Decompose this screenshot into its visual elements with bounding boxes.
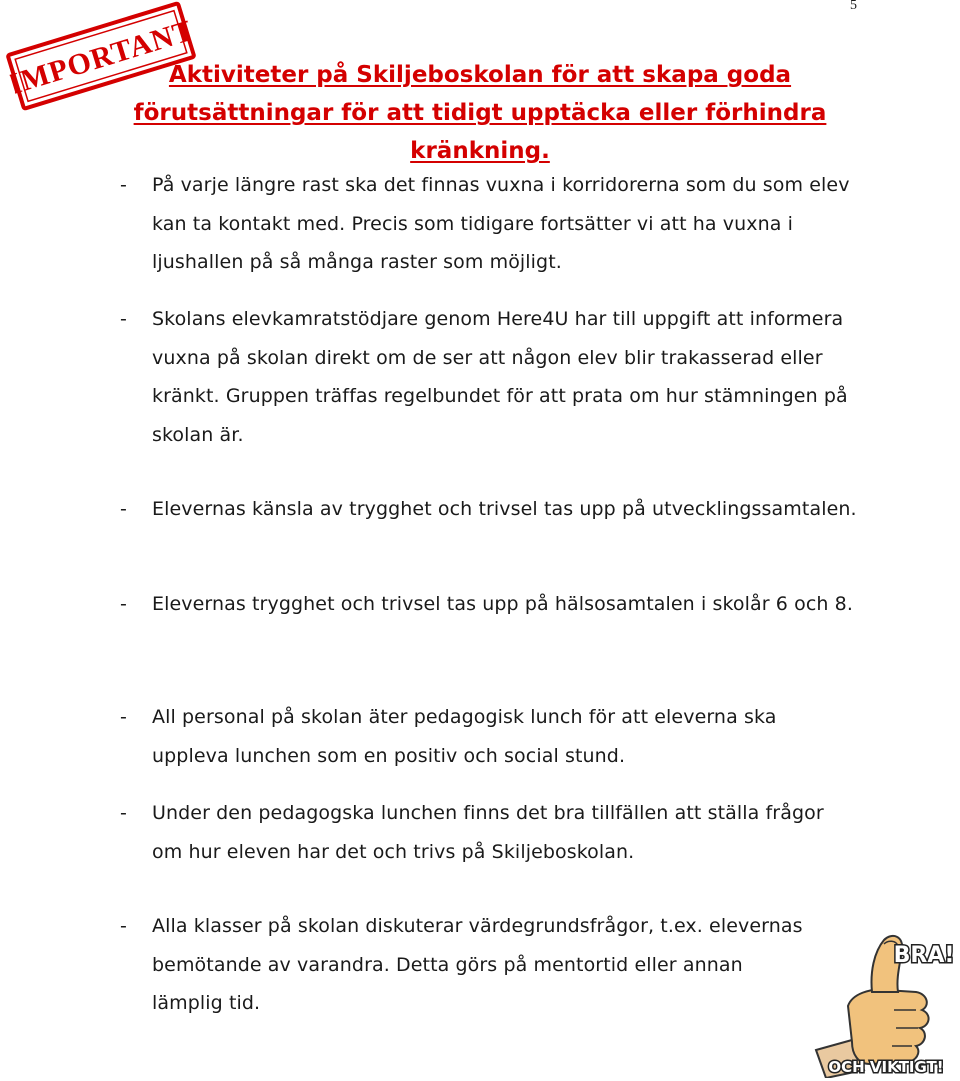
list-item-text: Elevernas känsla av trygghet och trivsel tas upp på utvecklingssamtalen.	[152, 498, 857, 520]
important-stamp-text: IMPORTANT	[4, 13, 199, 102]
thumbs-up-graphic	[812, 922, 958, 1078]
title-line-1: Aktiviteter på Skiljeboskolan för att skapa goda	[168, 62, 792, 88]
list-item-bullet: -	[120, 802, 127, 824]
list-item-text: På varje längre rast ska det finnas vuxna i korridorerna som du som elev kan ta kontakt med. Precis som tidigare fortsätter vi att ha vuxna i ljushallen på så många raster som möjligt.	[152, 174, 850, 273]
title-line-2: förutsättningar för att tidigt upptäcka eller förhindra	[133, 100, 827, 126]
thumbs-up-top-text: BRA!	[893, 943, 955, 968]
list-item-bullet: -	[120, 498, 127, 520]
list-item-bullet: -	[120, 915, 127, 937]
list-item-text: Elevernas trygghet och trivsel tas upp på hälsosamtalen i skolår 6 och 8.	[152, 593, 854, 615]
list-item-text: Skolans elevkamratstödjare genom Here4U har till uppgift att informera vuxna på skolan direkt om de ser att någon elev blir trakasserad eller kränkt. Gruppen träffas regelbundet för att prata om hur stämningen på skolan är.	[152, 308, 848, 446]
list-item-bullet: -	[120, 706, 127, 728]
page-title	[100, 56, 860, 170]
list-item-text: All personal på skolan äter pedagogisk lunch för att eleverna ska uppleva lunchen som en positiv och social stund.	[152, 706, 777, 767]
list-item-bullet: -	[120, 308, 127, 330]
list-item-bullet: -	[120, 174, 127, 196]
list-item-bullet: -	[120, 593, 127, 615]
list-item-text: Under den pedagogska lunchen finns det bra tillfällen att ställa frågor om hur eleven har det och trivs på Skiljeboskolan.	[152, 802, 824, 863]
list-item-text: Alla klasser på skolan diskuterar värdegrundsfrågor, t.ex. elevernas bemötande av varandra. Detta görs på mentortid eller annan lämplig tid.	[152, 915, 803, 1014]
page-number: 5	[850, 0, 857, 13]
title-line-3: kränkning.	[410, 138, 550, 164]
thumbs-up-bottom-text: OCH VIKTIGT!	[828, 1058, 944, 1076]
thumbs-up-icon	[812, 922, 958, 1078]
